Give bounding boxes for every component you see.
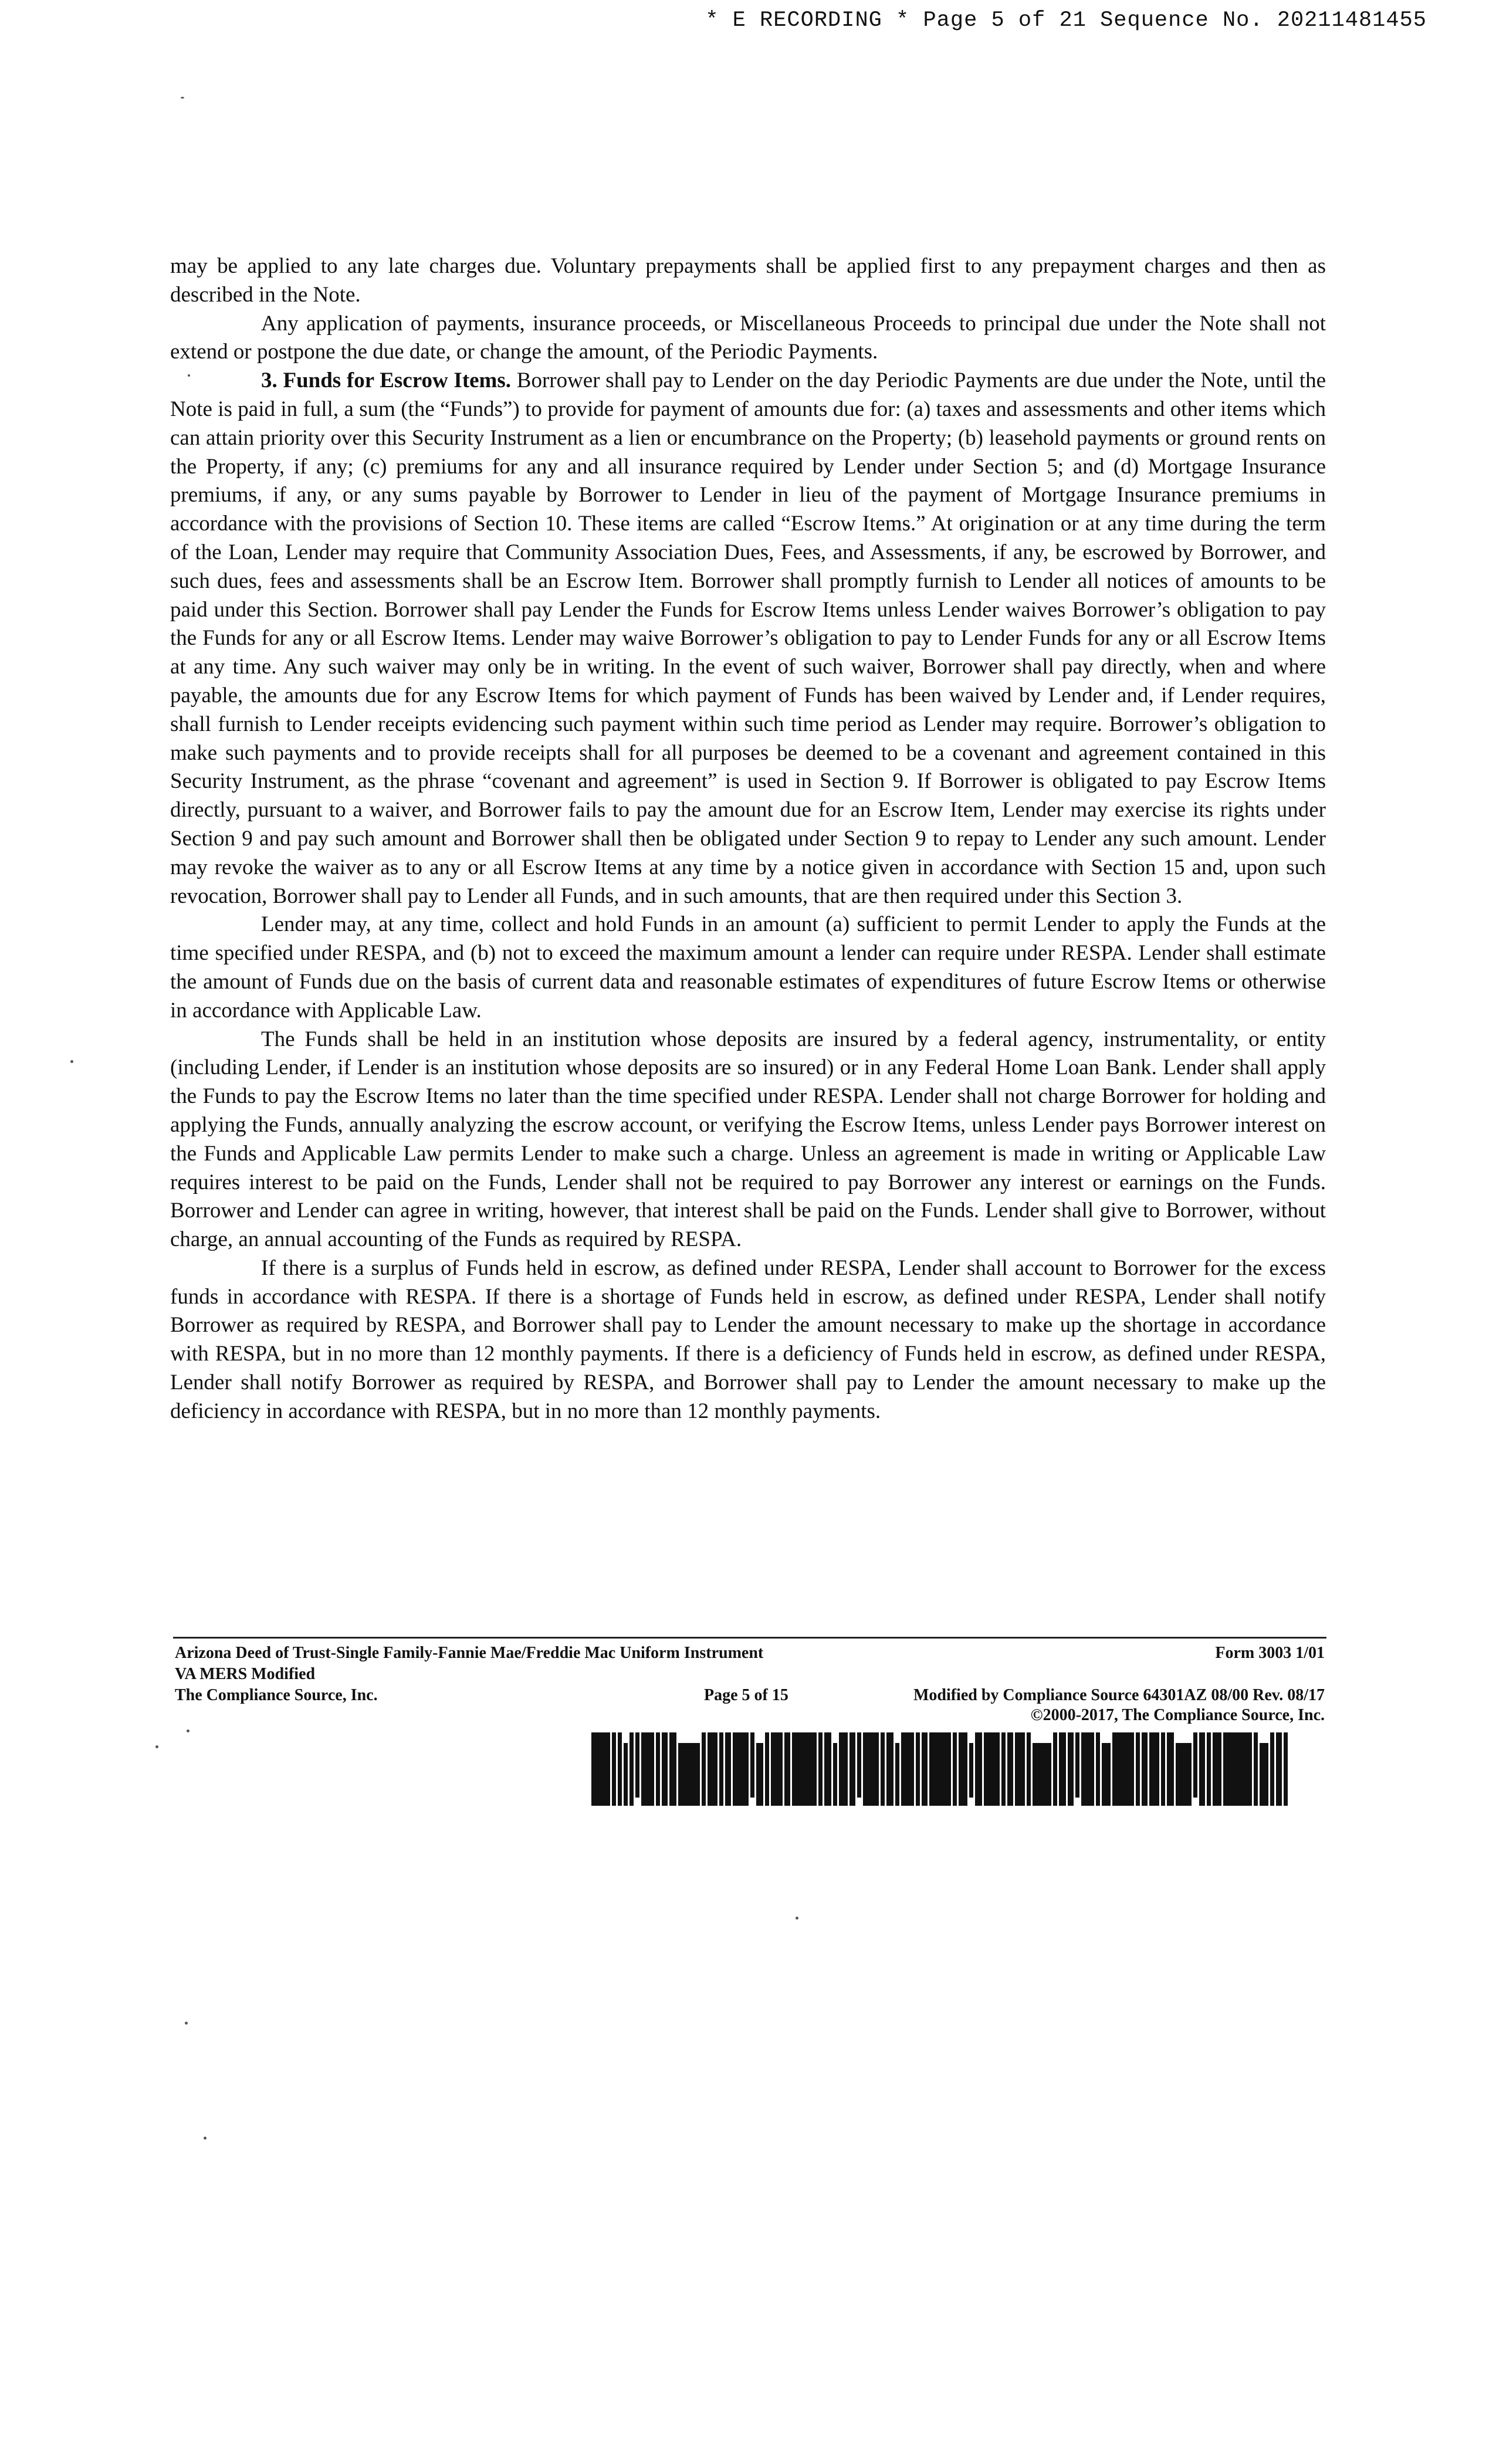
footer-page-number: Page 5 of 15: [704, 1686, 788, 1704]
barcode-bar: [618, 1732, 622, 1806]
barcode-bar: [1207, 1732, 1211, 1806]
barcode-bar: [1213, 1732, 1221, 1806]
scan-speck: [188, 374, 190, 377]
barcode-bar: [1059, 1732, 1066, 1806]
footer-form-number: Form 3003 1/01: [1215, 1644, 1325, 1662]
footer-form-title: Arizona Deed of Trust-Single Family-Fannie Mae/Freddie Mac Uniform Instrument: [175, 1644, 764, 1662]
barcode-bar: [1149, 1732, 1159, 1806]
barcode-bar: [895, 1743, 899, 1806]
section-3-funds-for-escrow: [170, 367, 1326, 911]
barcode-bar: [771, 1732, 783, 1806]
barcode-bar: [929, 1732, 951, 1806]
section-3-heading: 3. Funds for Escrow Items.: [261, 368, 512, 393]
barcode-bar: [733, 1732, 749, 1806]
barcode-bar: [833, 1743, 837, 1806]
barcode-bar: [849, 1732, 855, 1806]
barcode-bar: [1053, 1732, 1057, 1806]
barcode-bar: [1270, 1732, 1274, 1806]
barcode-bar: [750, 1732, 754, 1798]
barcode-bar: [756, 1743, 763, 1806]
barcode-bar: [916, 1732, 920, 1806]
paragraph-continuation: may be applied to any late charges due. Voluntary prepayments shall be applied first to any prepayment charges and then as described in the Note.: [170, 254, 1326, 307]
scan-speck: [187, 1729, 189, 1732]
barcode-bar: [1102, 1743, 1111, 1806]
barcode-bar: [1096, 1732, 1100, 1806]
barcode-bar: [1199, 1732, 1205, 1806]
barcode-bar: [1260, 1743, 1268, 1806]
scan-speck: [185, 2022, 188, 2025]
footer-modified: VA MERS Modified: [175, 1665, 316, 1683]
barcode-bar: [969, 1743, 973, 1798]
barcode-bar: [702, 1732, 706, 1806]
barcode-bar: [1136, 1732, 1140, 1806]
barcode-bar: [612, 1732, 616, 1806]
barcode-bar: [591, 1732, 610, 1806]
barcode-bar: [1142, 1732, 1148, 1806]
barcode-bar: [824, 1732, 831, 1806]
barcode-bar: [641, 1732, 654, 1806]
barcode-bar: [818, 1732, 823, 1806]
barcode-bar: [792, 1732, 817, 1806]
barcode-bar: [1254, 1732, 1258, 1806]
barcode-bar: [901, 1732, 914, 1806]
barcode-bar: [1276, 1732, 1282, 1806]
barcode-bar: [1223, 1732, 1252, 1806]
barcode-bar: [984, 1732, 1000, 1806]
barcode-bar: [1015, 1732, 1025, 1806]
paragraph-lender-collect-funds: Lender may, at any time, collect and hold Funds in an amount (a) sufficient to permit Lender to apply the Funds at the time specified under RESPA, and (b) not to exceed the maximum amount a lender can require under RESPA. Lender shall estimate the amount of Funds due on the basis of current data and reasonable estimates of expenditures of future Escrow Items or otherwise in accordance with Applicable Law.: [170, 912, 1326, 1023]
barcode-bar: [975, 1732, 982, 1806]
barcode-bar: [662, 1732, 668, 1806]
barcode-bar: [857, 1732, 861, 1798]
barcode-bar: [1112, 1732, 1134, 1806]
barcode-bar: [959, 1732, 967, 1806]
scan-speck: [181, 97, 184, 99]
barcode-bar: [1027, 1732, 1031, 1806]
scan-speck: [796, 1917, 798, 1920]
recording-header: * E RECORDING * Page 5 of 21 Sequence No. 20211481455: [705, 8, 1427, 33]
barcode-bar: [629, 1732, 634, 1806]
barcode-bar: [1007, 1732, 1013, 1806]
barcode-bar: [719, 1732, 723, 1806]
barcode-bar: [1193, 1732, 1197, 1798]
barcode-bar: [1161, 1732, 1165, 1806]
document-body: [170, 252, 1326, 1426]
barcode-bar: [1167, 1732, 1174, 1806]
barcode-bar: [784, 1732, 790, 1806]
barcode-bar: [863, 1732, 879, 1806]
barcode-bar: [1033, 1743, 1051, 1806]
barcode-bar: [881, 1732, 885, 1806]
barcode-bar: [1284, 1732, 1288, 1806]
barcode-bar: [1001, 1732, 1006, 1806]
barcode-bar: [886, 1732, 893, 1806]
section-3-text: Borrower shall pay to Lender on the day Periodic Payments are due under the Note, until the Note is paid in full, a sum (the “Funds”) to provide for payment of amounts due for: (a) taxes and assessments and other items which can attain priority over this Security Instrument as a lien or encumbrance on the Property; (b) leasehold payments or ground rents on the Property, if any; (c) premiums for any and all insurance required by Lender under Section 5; and (d) Mortgage Insurance premiums, if any, or any sums payable by Borrower to Lender in lieu of the payment of Mortgage Insurance premiums in accordance with the provisions of Section 10. These items are called “Escrow Items.” At origination or at any time during the term of the Loan, Lender may require that Community Association Dues, Fees, and Assessments, if any, be escrowed by Borrower, and such dues, fees and assessments shall be an Escrow Item. Borrower shall promptly furnish to Lender all notices of amounts to be paid under this Section. Borrower shall pay Lender the Funds for Escrow Items unless Lender waives Borrower’s obligation to pay the Funds for any or all Escrow Items. Lender may waive Borrower’s obligation to pay to Lender Funds for any or all Escrow Items at any time. Any such waiver may only be in writing. In the event of such waiver, Borrower shall pay directly, when and where payable, the amounts due for any Escrow Items for which payment of Funds has been waived by Lender and, if Lender requires, shall furnish to Lender receipts evidencing such payment within such time period as Lender may require. Borrower’s obligation to make such payments and to provide receipts shall for all purposes be deemed to be a covenant and agreement contained in this Security Instrument, as the phrase “covenant and agreement” is used in Section 9. If Borrower is obligated to pay Escrow Items directly, pursuant to a waiver, and Borrower fails to pay the amount due for an Escrow Item, Lender may exercise its rights under Section 9 and pay such amount and Borrower shall then be obligated under Section 9 to repay to Lender any such amount. Lender may revoke the waiver as to any or all Escrow Items at any time by a notice given in accordance with Section 15 and, upon such revocation, Borrower shall pay to Lender all Funds, and in such amounts, that are then required under this Section 3.: [170, 368, 1326, 908]
barcode-bar: [725, 1732, 731, 1806]
paragraph-funds-held: The Funds shall be held in an institution whose deposits are insured by a federal agency, instrumentality, or entity (including Lender, if Lender is an institution whose deposits are so insured) or in any Federal Home Loan Bank. Lender shall apply the Funds to pay the Escrow Items no later than the time specified under RESPA. Lender shall not charge Borrower for holding and applying the Funds, annually analyzing the escrow account, or verifying the Escrow Items, unless Lender pays Borrower interest on the Funds and Applicable Law permits Lender to make such a charge. Unless an agreement is made in writing or Applicable Law requires interest to be paid on the Funds, Lender shall not be required to pay Borrower any interest or earnings on the Funds. Borrower and Lender can agree in writing, however, that interest shall be paid on the Funds. Lender shall give to Borrower, without charge, an annual accounting of the Funds as required by RESPA.: [170, 1027, 1326, 1252]
barcode-bar: [1068, 1732, 1074, 1806]
barcode-bar: [708, 1732, 717, 1806]
scan-speck: [70, 1060, 73, 1063]
paragraph-surplus-shortage: If there is a surplus of Funds held in escrow, as defined under RESPA, Lender shall account to Borrower for the excess funds in accordance with RESPA. If there is a shortage of Funds held in escrow, as defined under RESPA, Lender shall notify Borrower as required by RESPA, and Borrower shall pay to Lender the amount necessary to make up the shortage in accordance with RESPA, but in no more than 12 monthly payments. If there is a deficiency of Funds held in escrow, as defined under RESPA, Lender shall notify Borrower as required by RESPA, and Borrower shall pay to Lender the amount necessary to make up the deficiency in accordance with RESPA, but in no more than 12 monthly payments.: [170, 1255, 1326, 1423]
paragraph-application-of-payments: Any application of payments, insurance proceeds, or Miscellaneous Proceeds to principal due under the Note shall not extend or postpone the due date, or change the amount, of the Periodic Payments.: [170, 311, 1326, 364]
barcode-bar: [953, 1732, 957, 1806]
footer-modified-by: Modified by Compliance Source 64301AZ 08/00 Rev. 08/17: [913, 1686, 1325, 1704]
scan-speck: [204, 2137, 207, 2140]
barcode-bar: [1081, 1732, 1094, 1806]
barcode-bar: [656, 1732, 660, 1806]
barcode-bar: [1176, 1743, 1192, 1806]
barcode-bar: [765, 1732, 769, 1806]
barcode-bar: [635, 1732, 639, 1798]
barcode-bar: [839, 1732, 848, 1806]
footer-company: The Compliance Source, Inc.: [175, 1686, 378, 1704]
footer-copyright: ©2000-2017, The Compliance Source, Inc.: [1030, 1706, 1325, 1724]
barcode-bar: [1075, 1732, 1079, 1798]
scan-speck: [155, 1745, 158, 1748]
barcode-bar: [624, 1743, 628, 1806]
document-barcode: [591, 1732, 1327, 1806]
barcode-bar: [669, 1732, 676, 1806]
footer-divider: [173, 1637, 1326, 1639]
barcode-bar: [922, 1732, 928, 1806]
barcode-bar: [678, 1743, 700, 1806]
